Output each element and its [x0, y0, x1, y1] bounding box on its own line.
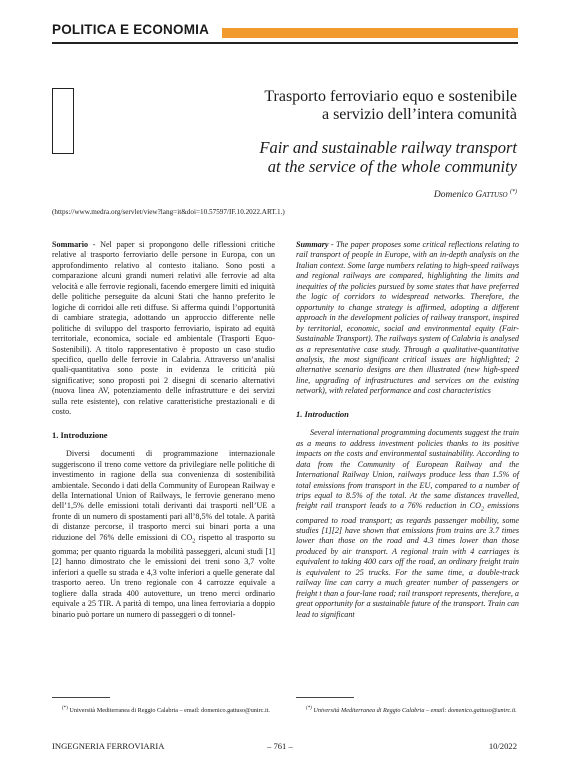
title-english-line: Fair and sustainable railway transport — [259, 138, 517, 157]
title-english — [157, 138, 517, 176]
footer-page-number: – 761 – — [267, 741, 293, 751]
summary-label: Summary — [296, 240, 329, 249]
footer-issue: 10/2022 — [488, 741, 517, 751]
summary-text: - The paper proposes some critical reflections relating to rail transport of people in Europe, with an in-depth analysis on the Italian context. Some large numbers relating to high-speed railways and regional railways are compared, highlighting the limits and inequities of the policies pursued by some states that have preferred the logic of corridors to widespread networks. Therefore, the opportunity to change strategy is affirmed, adopting a different approach in the development policies of railway transport, inspired by territorial, economic, social and environmental equity (Fair-Sustainable Transport). The railways system of Calabria is analysed as a representative case study. Through a qualitative-quantitative analysis, the most significant critical issues are highlighted; 2 alternative scenario designs are then illustrated (new high-speed line, upgrading of infrastructures and services on the existing network), with related performance and cost characteristics — [296, 240, 519, 396]
footnote-english — [306, 705, 521, 715]
intro-text: emissions compared to road transport; as regards passenger mobility, some studies [1][2] have shown that emissions from trains are 3.7 times lower than those on the road and 4.3 times lower than those produced by air transport. A regional train with 4 carriages is equivalent to taking 400 cars off the road, an ordinary freight train is equivalent to 25 trucks. For the same time, a double-track railway line can carry a much greater number of passengers or freight t than a four-lane road; rail transport represents, therefore, a great opportunity for a sustainable future of the transport. Train can lead to significant — [296, 501, 519, 619]
column-italian — [52, 240, 275, 620]
footnote-rule — [296, 697, 354, 698]
intro-heading: 1. Introduzione — [52, 429, 108, 440]
image-frame — [52, 88, 74, 154]
column-english — [296, 240, 519, 620]
footnote-text: Università Mediterranea di Reggio Calabria – email: domenico.gattuso@unirc.it. — [67, 707, 270, 715]
author-first-name: Domenico — [433, 190, 473, 201]
subscript: 2 — [192, 538, 196, 545]
footnote-mark: (*) — [306, 706, 312, 711]
intro-paragraph — [296, 428, 519, 620]
intro-heading: 1. Introduction — [296, 408, 349, 419]
header-accent-bar — [222, 28, 518, 38]
footnote-rule — [52, 697, 110, 698]
title-italian-line: a servizio dell’intera comunità — [321, 106, 517, 123]
header-rule — [52, 42, 518, 44]
author-last-name: Gattuso — [475, 190, 508, 201]
footnote-mark: (*) — [62, 706, 68, 711]
summary-label: Sommario — [52, 240, 89, 249]
footnote-italian — [62, 705, 277, 715]
summary-english — [296, 240, 519, 397]
title-italian — [157, 88, 517, 124]
author — [434, 189, 517, 200]
intro-text: rispetto al trasporto su gomma; per quanto riguarda la mobilità passeggeri, alcuni studi [1][2] hanno dimostrato che le emissioni dei treni sono 3,7 volte inferiori a quelle su strada e 4,3 volte inferiori a quelle generate dal trasporto aereo. Un treno regionale con 4 carrozze equivale a togliere dalla strada 400 autovetture, un treno merci ordinario equivale a 25 TIR. A parità di tempo, una linea ferroviaria a doppio binario può portare un numero di passeggeri o di tonnel- — [52, 532, 276, 619]
intro-paragraph — [52, 449, 275, 620]
title-english-line: at the service of the whole community — [267, 157, 517, 176]
section-label: POLITICA E ECONOMIA — [52, 22, 210, 37]
subscript: 2 — [480, 507, 484, 514]
title-italian-line: Trasporto ferroviario equo e sostenibile — [264, 88, 517, 105]
author-note-mark: (*) — [510, 189, 517, 195]
summary-italian — [52, 240, 275, 418]
intro-text: Several international programming documents suggest the train as a means to address investment policies thanks to its positive impacts on the costs and environmental sustainability. According to data from the Community of European Railway and the International Railway Union, railways produce less than 1.5% of total emissions from transport in the EU, compared to a number of trips equal to 8.5% of the total. At the same distances travelled, freight rail transport leads to a 76% reduction in CO — [296, 428, 519, 511]
summary-text: - Nel paper si propongono delle riflessioni critiche relative al trasporto ferroviario delle persone in Europa, con un approfondimento relativo al contesto italiano. Sono posti a comparazione alcuni grandi numeri relativi alle ferrovie ad alta velocità e alle ferrovie regionali, facendo emergere limiti ed iniquità delle politiche perseguite da alcuni Stati che hanno preferito le logiche di corridoi alle reti diffuse. Si afferma quindi l’opportunità di cambiare strategia, adottando un approccio differente nelle politiche di sviluppo del trasporto ferroviario, ispirato ad equità territoriale, economica, sociale ed ambientale (Trasporti Equo-Sostenibili). A titolo rappresentativo è proposto un caso studio specifico, quello delle ferrovie in Calabria. Attraverso un’analisi quali-quantitativa sono poste in evidenza le criticità più significative; sono proposti poi 2 disegni di scenario alternativi (nuova linea AV, potenziamento delle infrastrutture e dei servizi sulla rete esistente), con relative caratteristiche prestazionali e di costo. — [52, 240, 275, 417]
footnote-text: Università Mediterranea di Reggio Calabria – email: domenico.gattuso@unirc.it. — [311, 707, 517, 715]
doi-link[interactable]: (https://www.medra.org/servlet/view?lang=it&doi=10.57597/IF.10.2022.ART.1.) — [52, 208, 285, 216]
footer-journal: INGEGNERIA FERROVIARIA — [52, 741, 165, 751]
intro-text: Diversi documenti di programmazione internazionale suggeriscono il treno come vettore da privilegiare nelle politiche di investimento in ragione della sua convenienza di sostenibilità ambientale. Secondo i dati della Community of European Railway e della International Union of Railways, le ferrovie generano meno dell’1,5% delle emissioni totali derivanti dai trasporti nell’UE a fronte di un numero di spostamenti pari all’8,5% del totale. A parità di distanze percorse, il trasporto merci sui binari porta a una riduzione del 76% delle emissioni di CO — [52, 449, 275, 542]
